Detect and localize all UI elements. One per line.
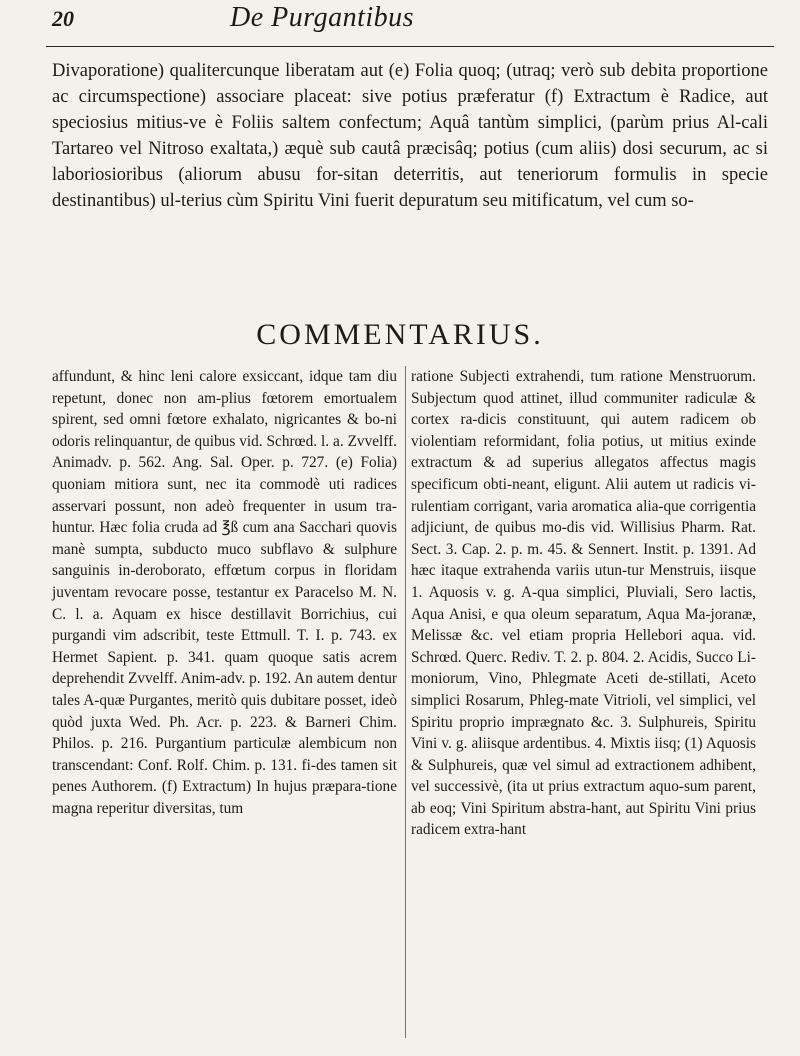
main-text bbox=[52, 58, 768, 214]
page-header bbox=[50, 0, 770, 46]
header-rule bbox=[46, 46, 774, 47]
commentary-columns bbox=[52, 366, 770, 1046]
page-number: 20 bbox=[52, 6, 74, 31]
main-text-paragraph: Divaporatione) qualitercunque liberatam aut (e) Folia quoq; (utraq; verò sub debita proportione ac circumspectione) associare placeat: sive potius præferatur (f) Extractum è Radice, aut speciosius mitius-ve è Foliis saltem confectum; Aquâ tantùm simplici, (parùm prius Al-cali Tartareo vel Nitroso exaltata,) æquè sub cautâ præcisâq; potius (cum aliis) dosi securum, ac si laboriosioribus (aliorum abusu for-sitan deterritis, aut teneriorum formulis in specie destinantibus) ul-terius cùm Spiritu Vini fuerit depuratum seu mitificatum, vel cum so- bbox=[52, 61, 768, 211]
running-title: De Purgantibus bbox=[230, 2, 415, 33]
section-heading: COMMENTARIUS. bbox=[256, 318, 544, 351]
commentary-left-column bbox=[52, 366, 397, 819]
column-divider bbox=[405, 366, 406, 1038]
commentary-right-column bbox=[411, 366, 756, 841]
commentary-right-text: ratione Subjecti extrahendi, tum ratione Menstruorum. Subjectum quod attinet, illud communiter radiculæ & cortex ra-dicis constituunt, qui autem radicem ob violentiam reformidant, folia potius, ut mitius exinde extractum & ad superius allegatos affectus magis specificum obti-neant, eligunt. Alii autem ut radicis vi-rulentiam corrigant, varia aromatica alia-que corrigentia adjiciunt, de quibus mo-dis vid. Willisius Pharm. Rat. Sect. 3. Cap. 2. p. m. 45. & Sennert. Instit. p. 1391. Ad hæc itaque extrahenda variis utun-tur Menstruis, iisque 1. Aquosis v. g. A-qua simplici, Pluviali, Sero lactis, Aqua Anisi, e qua oleum separatum, Aqua Ma-joranæ, Melissæ &c. vel etiam propria Hellebori aqua. vid. Schrœd. Querc. Rediv. T. 2. p. 804. 2. Acidis, Succo Li-moniorum, Vino, Phlegmate Aceti de-stillati, Aceto simplici Rosarum, Phleg-mate Vitrioli, vel simplici, vel Spiritu proprio imprægnato &c. 3. Sulphureis, Spiritu Vini v. g. aliisque ardentibus. 4. Mixtis iisq; (1) Aquosis & Sulphureis, quæ vel simul ad extractionem adhibent, vel successivè, (ita ut prius extractum aquo-sum parent, ab eoq; Vini Spiritum abstra-hant, aut Spiritu Vini prius radicem extra-hant bbox=[411, 368, 756, 839]
commentary-left-text: affundunt, & hinc leni calore exsiccant, idque tam diu repetunt, donec non am-plius fœtorem emortualem spirent, sed omni fœtore exhalato, nigricantes & bo-ni odoris relinquantur, de quibus vid. Schrœd. l. a. Zvvelff. Animadv. p. 562. Ang. Sal. Oper. p. 727. (e) Folia) quoniam mitiora sunt, nec ita commodè uti radices asservari possunt, non adeò frequenter in usum tra-huntur. Hæc folia cruda ad ℥ß cum ana Sacchari quovis manè sumpta, subducto muco subflavo & sulphure sanguinis in-deroborato, effœtum corpus in floridam juventam revocare posse, testantur ex Paracelso M. N. C. l. a. Aquam ex hisce destillavit Borrichius, cui purgandi vim adscribit, teste Ettmull. T. I. p. 743. ex Hermet Sapient. p. 341. quam quoque satis acrem deprehendit Zvvelff. Anim-adv. p. 192. An autem dentur tales A-quæ Purgantes, meritò quis dubitare posset, ideò quòd juxta Wed. Ph. Acr. p. 223. & Barneri Chim. Philos. p. 216. Purgantium particulæ alembicum non transcendant: Conf. Rolf. Chim. p. 131. fi-des tamen sit penes Authorem. (f) Extractum) In hujus præpara-tione magna reperitur diversitas, tum bbox=[52, 368, 397, 817]
